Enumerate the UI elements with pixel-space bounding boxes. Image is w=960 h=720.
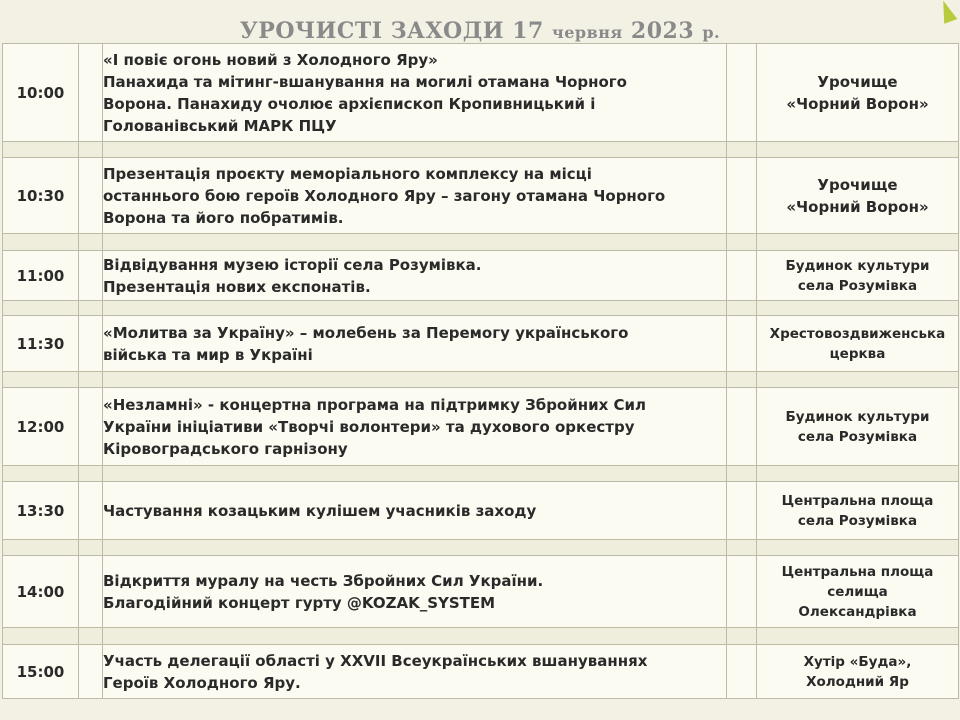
separator-cell	[103, 142, 727, 158]
separator-cell	[3, 301, 79, 316]
separator-cell	[757, 142, 959, 158]
separator-cell	[757, 628, 959, 645]
blank-cell	[727, 482, 757, 540]
place-line: Хутір «Буда»,	[803, 653, 912, 670]
event-place	[757, 44, 959, 142]
separator-cell	[3, 628, 79, 645]
page-title	[0, 18, 960, 46]
event-place	[757, 316, 959, 372]
blank-cell	[79, 44, 103, 142]
table-row	[3, 44, 959, 142]
schedule-table	[2, 43, 959, 699]
blank-cell	[727, 645, 757, 699]
separator-cell	[3, 540, 79, 556]
separator-cell	[79, 372, 103, 388]
blank-cell	[79, 556, 103, 628]
blank-cell	[79, 158, 103, 234]
title-year: 2023	[630, 18, 695, 44]
place-line: Холодний Яр	[806, 673, 909, 690]
event-description	[103, 158, 727, 234]
description-line: Героїв Холодного Яру.	[103, 673, 301, 692]
place-line: села Розумівка	[797, 277, 918, 294]
description-line: Панахида та мітинг-вшанування на могилі отамана Чорного	[103, 72, 627, 91]
separator-cell	[727, 142, 757, 158]
separator-cell	[79, 301, 103, 316]
separator-cell	[757, 540, 959, 556]
blank-cell	[727, 44, 757, 142]
table-row	[3, 556, 959, 628]
separator-cell	[727, 466, 757, 482]
event-place	[757, 251, 959, 301]
blank-cell	[727, 158, 757, 234]
separator-row	[3, 234, 959, 251]
separator-cell	[79, 234, 103, 251]
description-line: Участь делегації області у XXVII Всеукраїнських вшануваннях	[103, 651, 648, 670]
place-line: Олександрівка	[798, 603, 917, 620]
event-place	[757, 556, 959, 628]
separator-cell	[757, 234, 959, 251]
table-row	[3, 316, 959, 372]
separator-cell	[103, 301, 727, 316]
separator-cell	[103, 372, 727, 388]
event-description	[103, 556, 727, 628]
blank-cell	[727, 388, 757, 466]
title-month: червня	[552, 23, 623, 42]
event-place	[757, 158, 959, 234]
event-time: 13:30	[3, 482, 79, 540]
table-row	[3, 251, 959, 301]
description-line: Ворона. Панахиду очолює архієпископ Кропивницький і	[103, 94, 596, 113]
separator-cell	[79, 540, 103, 556]
description-line: Благодійний концерт гурту @KOZAK_SYSTEM	[103, 593, 496, 612]
place-line: селища	[827, 583, 888, 600]
separator-cell	[79, 628, 103, 645]
event-description	[103, 251, 727, 301]
description-line: «Молитва за Україну» – молебень за Перемогу українського	[103, 323, 629, 342]
table-row	[3, 645, 959, 699]
separator-cell	[727, 540, 757, 556]
separator-cell	[727, 372, 757, 388]
description-line: «І повіє огонь новий з Холодного Яру»	[103, 50, 438, 69]
separator-cell	[103, 234, 727, 251]
description-line: Ворона та його побратимів.	[103, 208, 344, 227]
description-line: Частування козацьким кулішем учасників заходу	[103, 501, 537, 520]
place-line: Будинок культури	[785, 257, 930, 274]
separator-cell	[727, 301, 757, 316]
event-place	[757, 482, 959, 540]
place-line: села Розумівка	[797, 428, 918, 445]
separator-cell	[3, 142, 79, 158]
place-line: «Чорний Ворон»	[786, 197, 929, 216]
separator-row	[3, 372, 959, 388]
place-line: села Розумівка	[797, 512, 918, 529]
description-line: Голованівський МАРК ПЦУ	[103, 116, 337, 135]
event-time: 15:00	[3, 645, 79, 699]
description-line: Презентація нових експонатів.	[103, 277, 371, 296]
description-line: Презентація проєкту меморіального комплексу на місці	[103, 164, 592, 183]
event-description	[103, 44, 727, 142]
blank-cell	[727, 251, 757, 301]
blank-cell	[79, 251, 103, 301]
description-line: Відвідування музею історії села Розумівка.	[103, 255, 482, 274]
table-row	[3, 388, 959, 466]
description-line: України ініціативи «Творчі волонтери» та духового оркестру	[103, 417, 635, 436]
event-place	[757, 388, 959, 466]
place-line: Центральна площа	[781, 492, 934, 509]
separator-cell	[79, 142, 103, 158]
separator-row	[3, 628, 959, 645]
place-line: Будинок культури	[785, 408, 930, 425]
separator-cell	[3, 234, 79, 251]
blank-cell	[727, 316, 757, 372]
description-line: останнього бою героїв Холодного Яру – загону отамана Чорного	[103, 186, 666, 205]
place-line: Урочище	[817, 72, 898, 91]
table-row	[3, 482, 959, 540]
separator-cell	[3, 466, 79, 482]
separator-row	[3, 301, 959, 316]
event-time: 11:30	[3, 316, 79, 372]
description-line: війська та мир в Україні	[103, 345, 313, 364]
place-line: церква	[829, 345, 886, 362]
event-place	[757, 645, 959, 699]
place-line: «Чорний Ворон»	[786, 94, 929, 113]
place-line: Урочище	[817, 175, 898, 194]
separator-cell	[79, 466, 103, 482]
separator-cell	[757, 301, 959, 316]
separator-cell	[757, 372, 959, 388]
description-line: «Незламні» - концертна програма на підтримку Збройних Сил	[103, 395, 647, 414]
description-line: Відкриття муралу на честь Збройних Сил України.	[103, 571, 544, 590]
separator-cell	[103, 628, 727, 645]
title-main: УРОЧИСТІ ЗАХОДИ 17	[239, 18, 544, 44]
event-time: 10:30	[3, 158, 79, 234]
blank-cell	[79, 388, 103, 466]
blank-cell	[79, 482, 103, 540]
event-time: 12:00	[3, 388, 79, 466]
event-description	[103, 482, 727, 540]
event-description	[103, 316, 727, 372]
title-suffix: р.	[702, 23, 721, 42]
event-time: 14:00	[3, 556, 79, 628]
event-time: 11:00	[3, 251, 79, 301]
separator-cell	[103, 540, 727, 556]
event-description	[103, 388, 727, 466]
event-time: 10:00	[3, 44, 79, 142]
blank-cell	[79, 645, 103, 699]
blank-cell	[79, 316, 103, 372]
table-row	[3, 158, 959, 234]
separator-row	[3, 142, 959, 158]
separator-cell	[727, 234, 757, 251]
place-line: Хрестовоздвиженська	[769, 325, 946, 342]
separator-row	[3, 540, 959, 556]
separator-cell	[3, 372, 79, 388]
separator-row	[3, 466, 959, 482]
place-line: Центральна площа	[781, 563, 934, 580]
description-line: Кіровоградського гарнізону	[103, 439, 348, 458]
separator-cell	[103, 466, 727, 482]
blank-cell	[727, 556, 757, 628]
separator-cell	[757, 466, 959, 482]
event-description	[103, 645, 727, 699]
separator-cell	[727, 628, 757, 645]
